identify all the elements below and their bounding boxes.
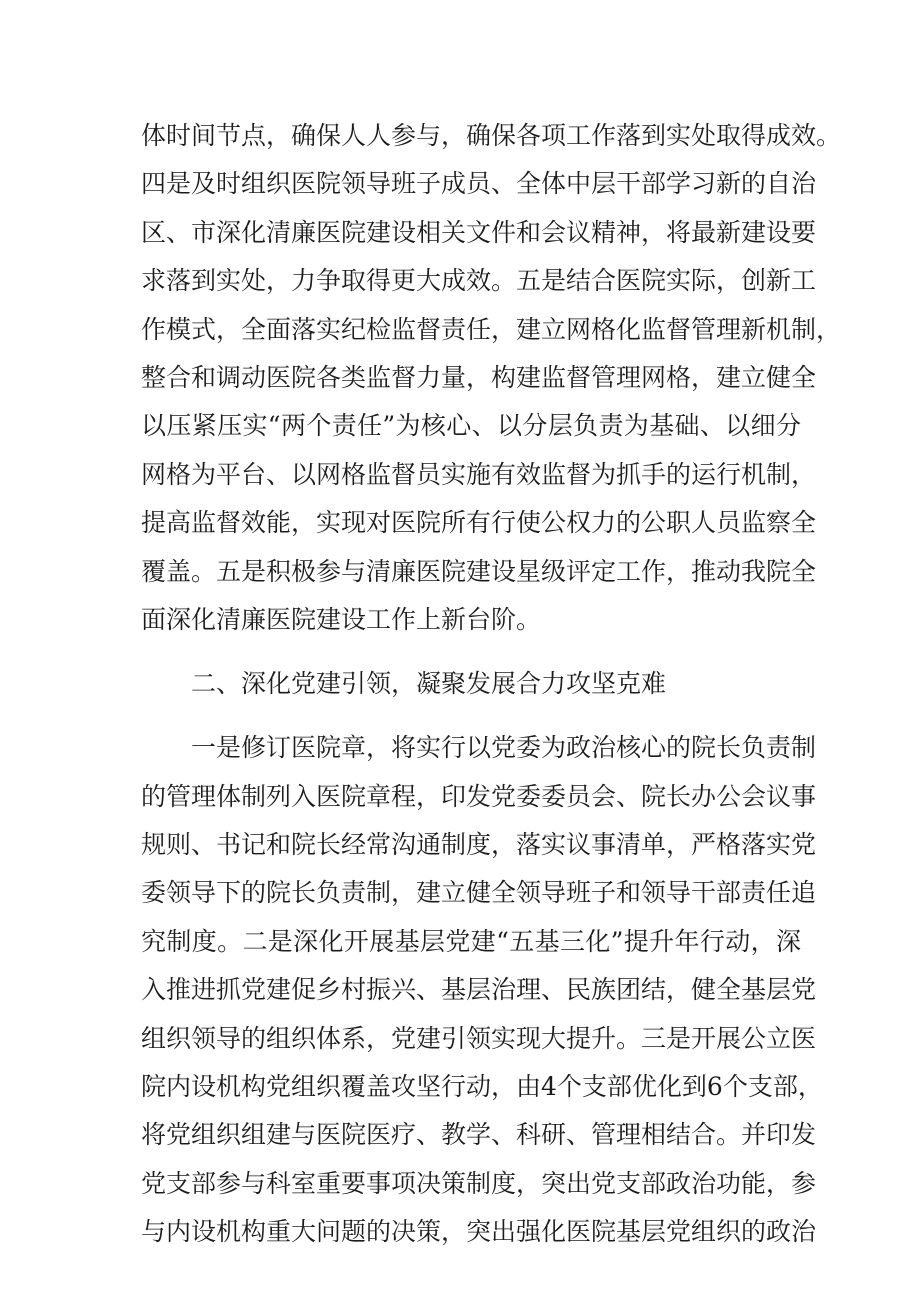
paragraph-line: 整合和调动医院各类监督力量，构建监督管理网格，建立健全 xyxy=(141,362,817,392)
document-body xyxy=(141,112,842,1257)
paragraph-1 xyxy=(141,112,842,644)
paragraph-line: 院内设机构党组织覆盖攻坚行动，由4个支部优化到6个支部， xyxy=(141,1072,823,1102)
paragraph-line: 委领导下的院长负责制，建立健全领导班子和领导干部责任追 xyxy=(141,878,817,908)
paragraph-line: 入推进抓党建促乡村振兴、基层治理、民族团结，健全基层党 xyxy=(141,975,817,1005)
paragraph-line: 体时间节点，确保人人参与，确保各项工作落到实处取得成效。 xyxy=(141,121,842,150)
paragraph-line: 与内设机构重大问题的决策，突出强化医院基层党组织的政治 xyxy=(141,1217,817,1247)
paragraph-line: 提高监督效能，实现对医院所有行使公权力的公职人员监察全 xyxy=(141,508,817,538)
paragraph-line: 区、市深化清廉医院建设相关文件和会议精神，将最新建设要 xyxy=(141,217,817,247)
paragraph-line: 求落到实处，力争取得更大成效。五是结合医院实际，创新工 xyxy=(141,266,817,296)
paragraph-line: 以压紧压实“两个责任”为核心、以分层负责为基础、以细分 xyxy=(141,411,801,441)
paragraph-line: 组织领导的组织体系，党建引领实现大提升。三是开展公立医 xyxy=(141,1023,817,1053)
paragraph-line: 四是及时组织医院领导班子成员、全体中层干部学习新的自治 xyxy=(141,169,817,199)
paragraph-line: 的管理体制列入医院章程，印发党委委员会、院长办公会议事 xyxy=(141,781,817,811)
paragraph-2 xyxy=(141,724,823,1256)
paragraph-line: 网格为平台、以网格监督员实施有效监督为抓手的运行机制， xyxy=(141,459,817,489)
paragraph-line: 面深化清廉医院建设工作上新台阶。 xyxy=(141,604,542,634)
paragraph-line: 党支部参与科室重要事项决策制度，突出党支部政治功能，参 xyxy=(141,1168,817,1198)
paragraph-line: 覆盖。五是积极参与清廉医院建设星级评定工作，推动我院全 xyxy=(141,556,817,586)
section-heading: 二、深化党建引领，凝聚发展合力攻坚克难 xyxy=(191,669,667,699)
paragraph-line: 将党组织组建与医院医疗、教学、科研、管理相结合。并印发 xyxy=(141,1120,817,1150)
paragraph-line: 究制度。二是深化开展基层党建“五基三化”提升年行动，深 xyxy=(141,926,801,956)
paragraph-line: 作模式，全面落实纪检监督责任，建立网格化监督管理新机制， xyxy=(141,314,842,344)
paragraph-line: 规则、书记和院长经常沟通制度，落实议事清单，严格落实党 xyxy=(141,830,817,860)
paragraph-line: 一是修订医院章，将实行以党委为政治核心的院长负责制 xyxy=(191,733,817,763)
